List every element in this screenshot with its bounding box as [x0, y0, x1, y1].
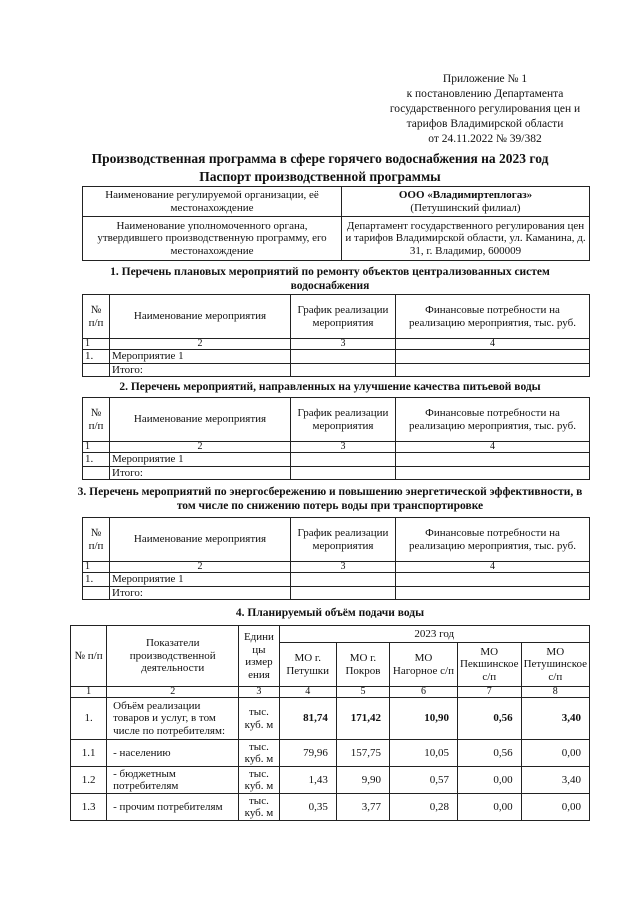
header-num: № п/п [83, 518, 110, 562]
org-name: ООО «Владимиртеплогаз» [398, 189, 533, 201]
row-num: 1. [83, 453, 110, 467]
row-value: 3,40 [521, 767, 589, 794]
col-number: 1 [83, 562, 110, 573]
row-num: 1.2 [71, 767, 107, 794]
passport-table [82, 186, 590, 261]
header-finance: Финансовые потребности на реализацию мероприятия, тыс. руб. [396, 518, 590, 562]
row-value: 81,74 [279, 698, 336, 740]
row-num: 1.1 [71, 740, 107, 767]
table-row [71, 767, 590, 794]
header-name: Наименование мероприятия [110, 398, 291, 442]
row-indicator: - бюджетным потребителям [107, 767, 239, 794]
appendix-line: к постановлению Департамента [406, 88, 564, 100]
row-indicator: - прочим потребителям [107, 794, 239, 821]
appendix-note [370, 72, 600, 147]
row-value: 0,00 [457, 767, 521, 794]
col-number: 4 [396, 562, 590, 573]
col-number: 2 [110, 339, 291, 350]
col-number: 4 [279, 687, 336, 698]
row-value: 171,42 [336, 698, 389, 740]
supply-header-indicator: Показатели производственной деятельности [107, 626, 239, 687]
col-number: 3 [291, 339, 396, 350]
row-value: 3,77 [336, 794, 389, 821]
row-value: 0,00 [521, 740, 589, 767]
row-value: 0,00 [521, 794, 589, 821]
header-finance: Финансовые потребности на реализацию мероприятия, тыс. руб. [396, 398, 590, 442]
row-indicator: - населению [107, 740, 239, 767]
org-label: Наименование регулируемой организации, её местонахождение [83, 187, 342, 217]
total-label: Итого: [110, 586, 291, 600]
supply-header-col: МО Пекшинское с/п [457, 643, 521, 687]
col-number: 5 [336, 687, 389, 698]
appendix-line: государственного регулирования цен и [389, 103, 581, 115]
supply-header-col: МО г. Петушки [279, 643, 336, 687]
row-num: 1.3 [71, 794, 107, 821]
header-schedule: График реализации мероприятия [291, 518, 396, 562]
col-number: 1 [83, 442, 110, 453]
section-4-title: 4. Планируемый объём подачи воды [235, 607, 425, 619]
supply-header-col: МО Петушинское с/п [521, 643, 589, 687]
section-2-title: 2. Перечень мероприятий, направленных на улучшение качества питьевой воды [119, 381, 541, 393]
appendix-line: Приложение № 1 [442, 73, 528, 85]
col-number: 1 [71, 687, 107, 698]
header-schedule: График реализации мероприятия [291, 398, 396, 442]
supply-table [70, 625, 590, 821]
row-unit: тыс. куб. м [239, 767, 279, 794]
authority-label: Наименование уполномоченного органа, утвердившего производственную программу, его местонахождение [83, 217, 342, 261]
row-value: 9,90 [336, 767, 389, 794]
col-number: 7 [457, 687, 521, 698]
row-num: 1. [83, 350, 110, 364]
section-3-title: 3. Перечень мероприятий по энергосбережению и повышению энергетической эффективности, в том числе по снижению потерь воды при транспортировке [77, 486, 583, 512]
supply-header-unit: Едини цы измер ения [239, 626, 279, 687]
col-number: 1 [83, 339, 110, 350]
supply-header-num: № п/п [71, 626, 107, 687]
col-number: 6 [389, 687, 457, 698]
supply-header-col: МО Нагорное с/п [389, 643, 457, 687]
row-value: 10,05 [389, 740, 457, 767]
col-number: 8 [521, 687, 589, 698]
appendix-line: от 24.11.2022 № 39/382 [428, 133, 542, 145]
header-name: Наименование мероприятия [110, 295, 291, 339]
row-unit: тыс. куб. м [239, 698, 279, 740]
table-row [71, 740, 590, 767]
supply-header-col: МО г. Покров [336, 643, 389, 687]
row-value: 0,28 [389, 794, 457, 821]
section-3-table [82, 517, 590, 600]
section-1-table [82, 294, 590, 377]
row-indicator: Объём реализации товаров и услуг, в том числе по потребителям: [107, 698, 239, 740]
row-value: 10,90 [389, 698, 457, 740]
table-row [71, 794, 590, 821]
table-row [71, 698, 590, 740]
row-value: 0,56 [457, 740, 521, 767]
row-name: Мероприятие 1 [110, 350, 291, 364]
row-value: 0,35 [279, 794, 336, 821]
row-value: 0,57 [389, 767, 457, 794]
supply-header-year: 2023 год [279, 626, 590, 643]
header-num: № п/п [83, 398, 110, 442]
total-label: Итого: [110, 363, 291, 377]
row-num: 1. [71, 698, 107, 740]
row-value: 79,96 [279, 740, 336, 767]
row-value: 0,56 [457, 698, 521, 740]
row-value: 3,40 [521, 698, 589, 740]
row-value: 1,43 [279, 767, 336, 794]
col-number: 3 [239, 687, 279, 698]
appendix-line: тарифов Владимирской области [406, 118, 564, 130]
row-name: Мероприятие 1 [110, 573, 291, 587]
passport-title: Паспорт производственной программы [199, 169, 441, 184]
row-value: 0,00 [457, 794, 521, 821]
section-2-table [82, 397, 590, 480]
col-number: 2 [107, 687, 239, 698]
header-name: Наименование мероприятия [110, 518, 291, 562]
header-num: № п/п [83, 295, 110, 339]
row-value: 157,75 [336, 740, 389, 767]
row-num: 1. [83, 573, 110, 587]
row-unit: тыс. куб. м [239, 794, 279, 821]
col-number: 4 [396, 339, 590, 350]
col-number: 3 [291, 442, 396, 453]
header-finance: Финансовые потребности на реализацию мероприятия, тыс. руб. [396, 295, 590, 339]
org-branch: (Петушинский филиал) [410, 201, 521, 214]
header-schedule: График реализации мероприятия [291, 295, 396, 339]
col-number: 3 [291, 562, 396, 573]
total-label: Итого: [110, 466, 291, 480]
document-title: Производственная программа в сфере горячего водоснабжения на 2023 год [91, 151, 549, 166]
section-1-title: 1. Перечень плановых мероприятий по ремонту объектов централизованных систем водоснабжения [110, 266, 550, 292]
org-value [342, 187, 590, 217]
col-number: 4 [396, 442, 590, 453]
row-name: Мероприятие 1 [110, 453, 291, 467]
col-number: 2 [110, 442, 291, 453]
col-number: 2 [110, 562, 291, 573]
authority-value: Департамент государственного регулирования цен и тарифов Владимирской области, ул. Каманина, д. 31, г. Владимир, 600009 [342, 217, 590, 261]
row-unit: тыс. куб. м [239, 740, 279, 767]
